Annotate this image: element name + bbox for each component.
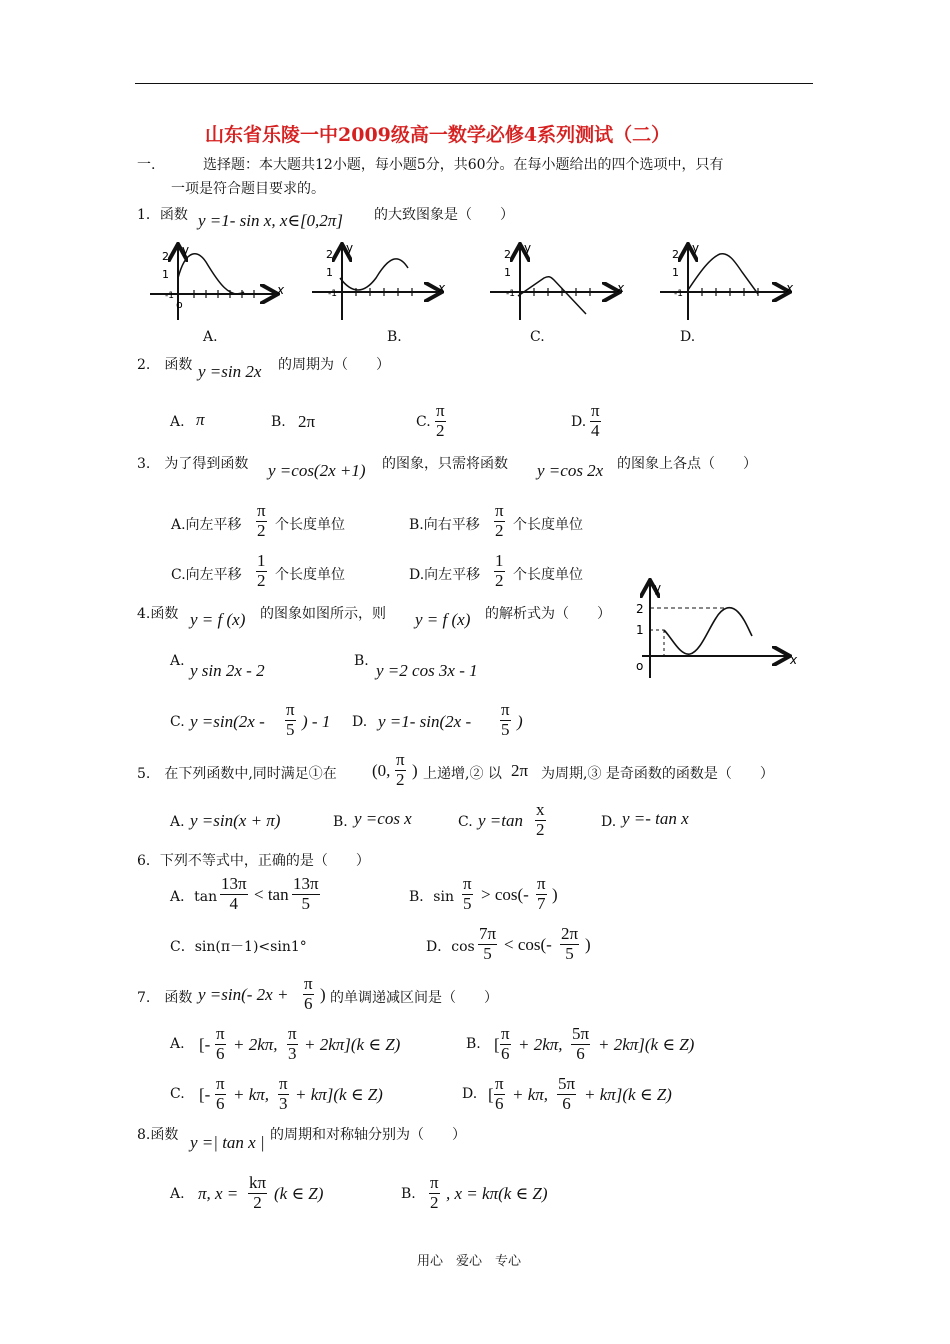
q1c-label-neg1: -1	[506, 289, 515, 299]
q7-option-d-fraction1: $\frac{\pi}{6}$	[495, 1074, 504, 1113]
q3-option-c-label: C.向左平移	[171, 567, 242, 583]
q7-option-a-fraction1: $\frac{\pi}{6}$	[216, 1024, 225, 1063]
q8-option-b-fraction: $\frac{\pi}{2}$	[430, 1173, 439, 1212]
q1-option-c: C.	[530, 329, 545, 345]
q2-option-b-label: B.	[271, 414, 286, 430]
q7-option-d-label: D.	[462, 1086, 478, 1102]
q5-interval-post: )	[412, 761, 418, 780]
q7-option-b-mid: + 2kπ,	[518, 1035, 563, 1054]
q5-suffix: 为周期,③ 是奇函数的函数是（ ）	[541, 766, 774, 782]
q1a-label-x: x	[277, 283, 285, 297]
q1-option-graphs	[140, 238, 800, 328]
q4-option-d-fraction: $\frac{\pi}{5}$	[501, 700, 510, 739]
q3-option-b-tail: 个长度单位	[513, 517, 583, 533]
q1-formula: y =1- sin x, x∈[0,2π]	[198, 211, 343, 230]
q1a-label-1: 1	[162, 268, 169, 281]
q2-option-c-fraction: $\frac{\pi}{2}$	[436, 401, 445, 440]
q5-option-a-formula: y =sin(x + π)	[190, 811, 281, 830]
q6-option-d-op: < cos(-	[504, 935, 552, 954]
q2-option-d-fraction: $\frac{\pi}{4}$	[591, 401, 600, 440]
q3-option-b-label: B.向右平移	[409, 517, 480, 533]
q1d-label-neg1: -1	[674, 289, 683, 299]
q7-option-d-close: + kπ](k ∈ Z)	[584, 1085, 672, 1104]
section-instructions-line2: 一项是符合题目要求的。	[171, 181, 325, 197]
q6-option-b-fraction2: $\frac{\pi}{7}$	[537, 874, 546, 913]
q7-option-c-mid: + kπ,	[233, 1085, 270, 1104]
q5-option-b-label: B.	[333, 814, 348, 830]
q4-option-c-label: C.	[170, 714, 185, 730]
q7-option-d-mid: + kπ,	[512, 1085, 549, 1104]
q1c-label-2: 2	[504, 248, 511, 261]
q5-option-c-fraction: $\frac{x}{2}$	[536, 800, 545, 839]
q5-option-d-formula: y =- tan x	[622, 809, 689, 828]
q7-option-b-close: + 2kπ](k ∈ Z)	[598, 1035, 695, 1054]
q2-option-d-label: D.	[571, 414, 587, 430]
page-title: 山东省乐陵一中2009级高一数学必修4系列测试（二）	[205, 124, 671, 146]
q3-formula1: y =cos(2x +1)	[268, 461, 366, 480]
q4-prefix: 4.函数	[137, 606, 179, 622]
q2-option-b-value: 2π	[298, 412, 316, 431]
q5-period: 2π	[511, 761, 529, 780]
q3-prefix: 3. 为了得到函数	[137, 456, 249, 472]
q7-option-c-close: + kπ](k ∈ Z)	[295, 1085, 383, 1104]
q7-option-c-fraction1: $\frac{\pi}{6}$	[216, 1074, 225, 1113]
q4-graph-label-1: 1	[636, 623, 644, 637]
q1d-label-x: x	[786, 281, 794, 295]
q8-suffix: 的周期和对称轴分别为（ ）	[270, 1127, 466, 1143]
q6-option-b-fraction1: $\frac{\pi}{5}$	[463, 874, 472, 913]
q7-option-c-open: [-	[199, 1085, 211, 1104]
q4-formula: y = f (x)	[190, 610, 246, 629]
q1c-label-1: 1	[504, 266, 511, 279]
q1-option-a: A.	[203, 329, 218, 345]
q1b-label-y: y	[346, 241, 354, 255]
q6-option-d-fraction1: $\frac{7\pi}{5}$	[479, 924, 497, 963]
q7-fraction: $\frac{\pi}{6}$	[304, 974, 313, 1013]
q4-graph-label-2: 2	[636, 602, 644, 616]
q6-option-c: C．sin(π－1)<sin1°	[170, 939, 307, 955]
q7-option-b-open: [	[494, 1035, 500, 1054]
q6-option-d-close: )	[585, 935, 591, 954]
q8-option-a-fraction: $\frac{k\pi}{2}$	[249, 1173, 267, 1212]
q4-option-a-label: A.	[170, 653, 185, 669]
q1-graph-c	[490, 241, 625, 320]
q6-option-a-label: A．tan	[170, 889, 218, 905]
q5-option-c-label: C.	[458, 814, 473, 830]
q5-interval-fraction: $\frac{\pi}{2}$	[396, 750, 405, 789]
q4-graph-label-o: o	[636, 659, 644, 673]
q1a-label-o: o	[176, 298, 183, 311]
q1-prefix: 1．函数	[137, 207, 188, 223]
q5-interval-pre: (0,	[372, 761, 391, 780]
q5-option-d-label: D.	[601, 814, 617, 830]
q3-option-d-fraction: $\frac{1}{2}$	[495, 551, 504, 590]
q3-option-a-tail: 个长度单位	[275, 517, 345, 533]
q7-option-d-open: [	[488, 1085, 494, 1104]
q1-suffix: 的大致图象是（ ）	[374, 207, 514, 223]
q7-option-a-close: + 2kπ](k ∈ Z)	[304, 1035, 401, 1054]
q6-option-b-close: )	[552, 885, 558, 904]
q1b-label-2: 2	[326, 248, 333, 261]
q2-prefix: 2. 函数	[137, 357, 193, 373]
q1d-label-y: y	[692, 241, 700, 255]
q7-option-b-fraction1: $\frac{\pi}{6}$	[501, 1024, 510, 1063]
q3-suffix: 的图象上各点（ ）	[617, 456, 757, 472]
q8-option-a-label: A.	[170, 1186, 185, 1202]
q5-option-b-formula: y =cos x	[354, 809, 412, 828]
q2-option-a-label: A.	[170, 414, 185, 430]
q7-suffix: 的单调递减区间是（ ）	[330, 990, 498, 1006]
q4-option-d-label: D.	[352, 714, 368, 730]
q8-option-a-pre: π, x =	[198, 1184, 239, 1203]
q7-option-c-label: C.	[170, 1086, 185, 1102]
q6-option-d-fraction2: $\frac{2\pi}{5}$	[561, 924, 579, 963]
q5-middle: 上递增,② 以	[423, 766, 502, 782]
q4-graph-label-y: y	[654, 581, 662, 595]
q4-graph	[620, 574, 810, 684]
q7-post: )	[320, 985, 326, 1004]
q3-option-a-label: A.向左平移	[171, 517, 242, 533]
section-instructions-line1: 选择题：本大题共12小题，每小题5分，共60分。在每小题给出的四个选项中，只有	[203, 157, 724, 173]
q1b-label-neg1: -1	[328, 289, 337, 299]
q7-option-c-fraction2: $\frac{\pi}{3}$	[279, 1074, 288, 1113]
q1-graph-d	[660, 241, 794, 320]
q2-option-a-value: π	[196, 410, 205, 429]
q8-option-b-post: , x = kπ(k ∈ Z)	[446, 1184, 548, 1203]
section-number: 一.	[137, 157, 156, 173]
q3-option-c-tail: 个长度单位	[275, 567, 345, 583]
q4-option-b-formula: y =2 cos 3x - 1	[376, 661, 478, 680]
q8-prefix: 8.函数	[137, 1127, 179, 1143]
q4-graph-label-x: x	[790, 653, 798, 667]
q4-option-c-fraction: $\frac{\pi}{5}$	[286, 700, 295, 739]
q7-option-a-label: A.	[170, 1036, 185, 1052]
q1-graph-b	[312, 241, 446, 320]
q5-option-c-pre: y =tan	[478, 811, 523, 830]
q6-option-b-op: > cos(-	[481, 885, 529, 904]
q7-option-a-mid: + 2kπ,	[233, 1035, 278, 1054]
q2-suffix: 的周期为（ ）	[278, 357, 390, 373]
q7-option-a-open: [-	[199, 1035, 211, 1054]
q6-stem: 6．下列不等式中，正确的是（ ）	[137, 853, 370, 869]
q4-option-b-label: B.	[354, 653, 369, 669]
q8-option-a-post: (k ∈ Z)	[274, 1184, 324, 1203]
q4-suffix: 的解析式为（ ）	[485, 606, 611, 622]
q7-option-d-fraction2: $\frac{5\pi}{6}$	[558, 1074, 576, 1113]
q1b-label-x: x	[438, 281, 446, 295]
q2-formula: y =sin 2x	[198, 362, 262, 381]
q1d-label-1: 1	[672, 266, 679, 279]
q5-prefix: 5. 在下列函数中,同时满足①在	[137, 766, 337, 782]
q1c-label-y: y	[524, 241, 532, 255]
q7-prefix: 7. 函数	[137, 990, 193, 1006]
q1a-label-neg1: -1	[165, 291, 174, 301]
q7-option-a-fraction2: $\frac{\pi}{3}$	[288, 1024, 297, 1063]
page-footer: 用心 爱心 专心	[417, 1254, 522, 1269]
q6-option-b-label: B．sin	[409, 889, 454, 905]
q6-option-a-fraction1: $\frac{13\pi}{4}$	[221, 874, 247, 913]
q3-formula2: y =cos 2x	[537, 461, 604, 480]
q4-option-d-pre: y =1- sin(2x -	[378, 712, 472, 731]
q6-option-a-fraction2: $\frac{13\pi}{5}$	[293, 874, 319, 913]
q7-option-b-label: B.	[466, 1036, 481, 1052]
q1a-label-y: y	[182, 243, 190, 257]
q3-option-c-fraction: $\frac{1}{2}$	[257, 551, 266, 590]
q1a-label-2: 2	[162, 250, 169, 263]
q3-option-d-tail: 个长度单位	[513, 567, 583, 583]
q1-graph-a	[150, 243, 285, 320]
q8-formula: y =| tan x |	[190, 1133, 265, 1152]
q3-option-d-label: D.向左平移	[409, 567, 481, 583]
q3-option-a-fraction: $\frac{\pi}{2}$	[257, 501, 266, 540]
q3-middle: 的图象，只需将函数	[382, 456, 508, 472]
q4-middle: 的图象如图所示，则	[260, 606, 386, 622]
q6-option-d-label: D．cos	[426, 939, 475, 955]
q4-option-a-formula: y sin 2x - 2	[190, 661, 265, 680]
q1d-label-2: 2	[672, 248, 679, 261]
q4-option-c-post: ) - 1	[302, 712, 331, 731]
q1-option-d: D.	[680, 329, 696, 345]
q2-option-c-label: C.	[416, 414, 431, 430]
q4-option-d-post: )	[517, 712, 523, 731]
q5-option-a-label: A.	[170, 814, 185, 830]
q1b-label-1: 1	[326, 266, 333, 279]
q6-option-a-op: < tan	[254, 885, 289, 904]
q7-option-b-fraction2: $\frac{5\pi}{6}$	[572, 1024, 590, 1063]
q4-option-c-pre: y =sin(2x -	[190, 712, 265, 731]
q3-option-b-fraction: $\frac{\pi}{2}$	[495, 501, 504, 540]
q4-formula2: y = f (x)	[415, 610, 471, 629]
header-rule	[135, 83, 813, 84]
q1-option-b: B.	[387, 329, 402, 345]
q1c-label-x: x	[617, 281, 625, 295]
q8-option-b-label: B.	[401, 1186, 416, 1202]
q7-pre: y =sin(- 2x +	[198, 985, 289, 1004]
